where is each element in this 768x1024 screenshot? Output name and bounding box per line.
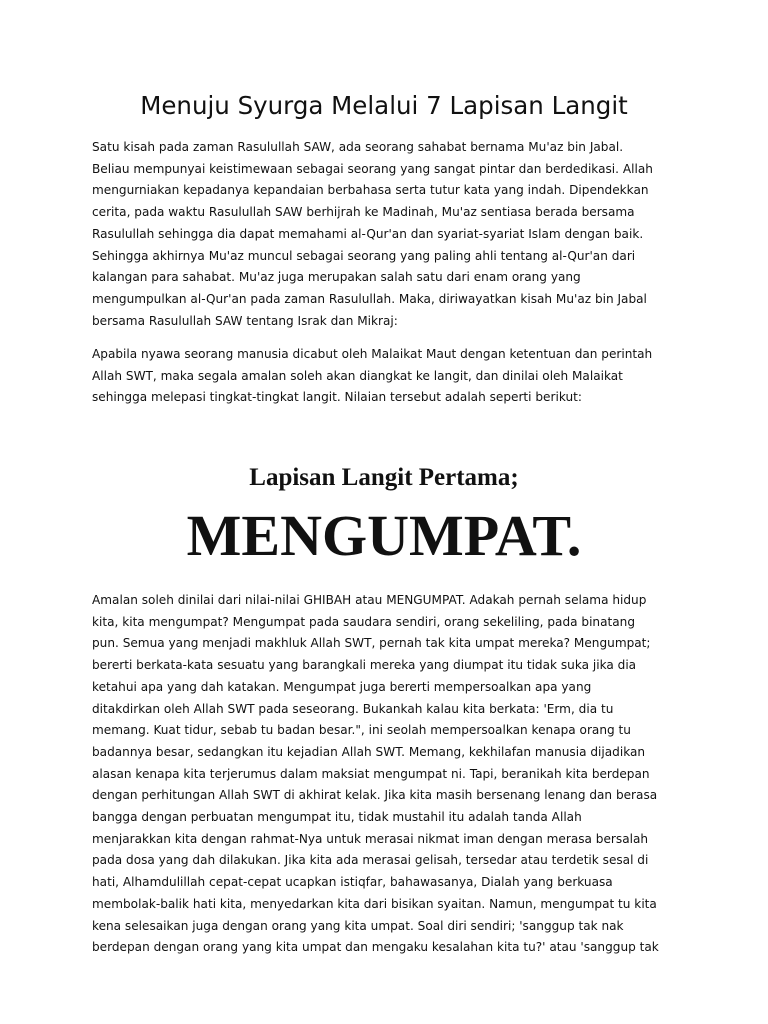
body-line: berdepan dengan orang yang kita umpat dan mengaku kesalahan kita tu?' atau 'sanggup tak — [92, 940, 659, 955]
body-line: bangga dengan perbuatan mengumpat itu, tidak mustahil itu adalah tanda Allah — [92, 810, 582, 825]
intro-line: mengurniakan kepadanya kepandaian berbahasa serta tutur kata yang indah. Dipendekkan — [92, 183, 649, 198]
intro-line: bersama Rasulullah SAW tentang Israk dan Mikraj: — [92, 313, 398, 328]
intro-line: Satu kisah pada zaman Rasulullah SAW, ada seorang sahabat bernama Mu'az bin Jabal. — [92, 140, 624, 154]
section-heading: MENGUMPAT. — [186, 503, 582, 568]
intro-line: mengumpulkan al-Qur'an pada zaman Rasulullah. Maka, diriwayatkan kisah Mu'az bin Jabal — [92, 291, 647, 306]
intro-line: Sehingga akhirnya Mu'az muncul sebagai seorang yang paling ahli tentang al-Qur'an dari — [92, 248, 636, 263]
intro-paragraph — [92, 137, 692, 332]
body-line: dengan perhitungan Allah SWT di akhirat kelak. Jika kita masih bersenang lenang dan berasa — [92, 788, 658, 803]
second-line: Apabila nyawa seorang manusia dicabut oleh Malaikat Maut dengan ketentuan dan perintah — [92, 347, 653, 361]
body-line: bererti berkata-kata sesuatu yang barangkali mereka yang diumpat itu tidak suka jika dia — [92, 658, 637, 673]
body-line: badannya besar, sedangkan itu kejadian Allah SWT. Memang, kekhilafan manusia dijadikan — [92, 744, 646, 759]
intro-line: Beliau mempunyai keistimewaan sebagai seorang yang sangat pintar dan berdedikasi. Allah — [92, 161, 653, 176]
second-line: sehingga melepasi tingkat-tingkat langit. Nilaian tersebut adalah seperti berikut: — [92, 390, 582, 405]
body-line: memang. Kuat tidur, sebab tu badan besar.", ini seolah mempersoalkan kenapa orang tu — [92, 723, 631, 738]
body-line: kita, kita mengumpat? Mengumpat pada saudara sendiri, orang sekeliling, pada binatang — [92, 614, 635, 629]
body-line: Amalan soleh dinilai dari nilai-nilai GHIBAH atau MENGUMPAT. Adakah pernah selama hidup — [92, 593, 647, 607]
intro-line: cerita, pada waktu Rasulullah SAW berhijrah ke Madinah, Mu'az sentiasa berada bersama — [92, 205, 635, 220]
body-line: pun. Semua yang menjadi makhluk Allah SWT, pernah tak kita umpat mereka? Mengumpat; — [92, 636, 651, 651]
body-line: kena selesaikan juga dengan orang yang kita umpat. Soal diri sendiri; 'sanggup tak nak — [92, 918, 624, 933]
body-paragraph — [92, 590, 692, 959]
second-paragraph — [92, 344, 692, 409]
body-line: ketahui apa yang dah katakan. Mengumpat juga bererti mempersoalkan apa yang — [92, 679, 592, 694]
body-line: ditakdirkan oleh Allah SWT pada seseorang. Bukankah kalau kita berkata: 'Erm, dia tu — [92, 701, 614, 716]
intro-line: kalangan para sahabat. Mu'az juga merupakan salah satu dari enam orang yang — [92, 270, 581, 285]
body-line: menjarakkan kita dengan rahmat-Nya untuk merasai nikmat iman dengan merasa bersalah — [92, 831, 649, 846]
body-line: hati, Alhamdulillah cepat-cepat ucapkan istiqfar, bahawasanya, Dialah yang berkuasa — [92, 875, 613, 890]
section-subtitle: Lapisan Langit Pertama; — [249, 464, 519, 491]
body-line: alasan kenapa kita terjerumus dalam maksiat mengumpat ni. Tapi, beranikah kita berdepan — [92, 766, 650, 781]
body-line: pada dosa yang dah dilakukan. Jika kita ada merasai gelisah, tersedar atau terdetik sesal di — [92, 853, 649, 868]
intro-line: Rasulullah sehingga dia dapat memahami al-Qur'an dan syariat-syariat Islam dengan baik. — [92, 226, 644, 241]
document-title: Menuju Syurga Melalui 7 Lapisan Langit — [140, 91, 628, 120]
body-line: membolak-balik hati kita, menyedarkan kita dari bisikan syaitan. Namun, mengumpat tu kita — [92, 896, 657, 911]
second-line: Allah SWT, maka segala amalan soleh akan diangkat ke langit, dan dinilai oleh Malaikat — [92, 368, 623, 383]
